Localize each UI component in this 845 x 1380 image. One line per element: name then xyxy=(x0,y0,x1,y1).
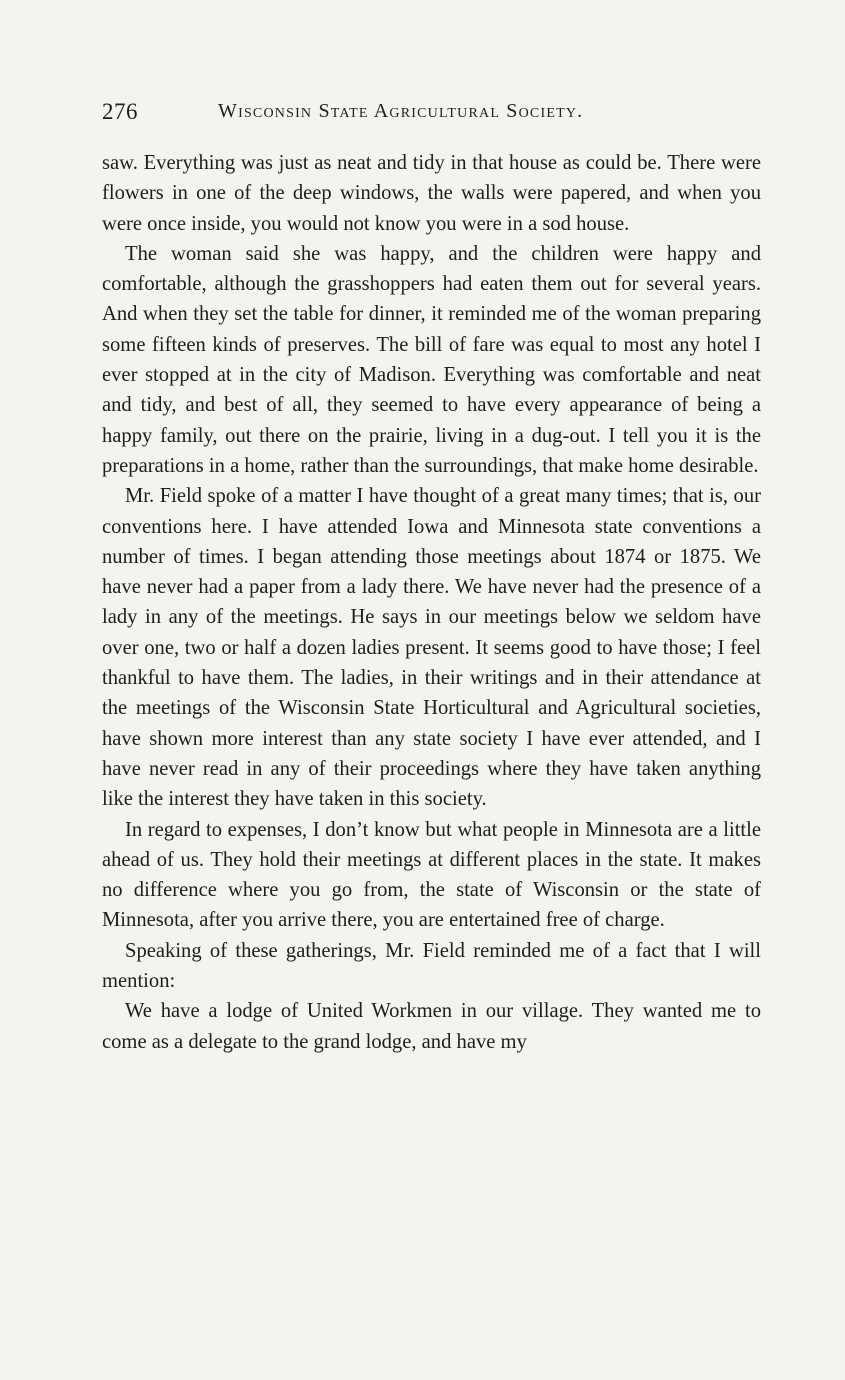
paragraph-lodge: We have a lodge of United Workmen in our village. They wanted me to come as a delegate to the grand lodge, and have my xyxy=(102,1000,761,1053)
page-header xyxy=(102,96,761,136)
page-number: 276 xyxy=(102,99,138,124)
body-text xyxy=(102,148,761,1057)
running-head: Wisconsin State Agricultural Society. xyxy=(218,100,584,122)
paragraph-continuation: saw. Everything was just as neat and tidy in that house as could be. There were flowers in one of the deep windows, the walls were papered, and when you were once inside, you would not know you were in a sod house. xyxy=(102,152,761,235)
paragraph-conventions: Mr. Field spoke of a matter I have thought of a great many times; that is, our conventions here. I have attended Iowa and Minnesota state conventions a number of times. I began attending those meetings about 1874 or 1875. We have never had a paper from a lady there. We have never had the presence of a lady in any of the meetings. He says in our meetings below we seldom have over one, two or half a dozen ladies present. It seems good to have those; I feel thankful to have them. The ladies, in their writings and in their attendance at the meetings of the Wisconsin State Horticultural and Agricultural societies, have shown more interest than any state society I have ever attended, and I have never read in any of their proceedings where they have taken anything like the interest they have taken in this society. xyxy=(102,485,761,811)
paragraph-sod-house: The woman said she was happy, and the children were happy and comfortable, although the grasshoppers had eaten them out for several years. And when they set the table for dinner, it reminded me of the woman preparing some fifteen kinds of preserves. The bill of fare was equal to most any hotel I ever stopped at in the city of Madison. Everything was comfortable and neat and tidy, and best of all, they seemed to have every appearance of being a happy family, out there on the prairie, living in a dug-out. I tell you it is the preparations in a home, rather than the surroundings, that make home desirable. xyxy=(102,242,761,477)
paragraph-gatherings: Speaking of these gatherings, Mr. Field reminded me of a fact that I will mention: xyxy=(102,939,761,993)
paragraph-expenses: In regard to expenses, I don’t know but what people in Minnesota are a little ahead of us. They hold their meetings at different places in the state. It makes no difference where you go from, the state of Wisconsin or the state of Minnesota, after you arrive there, you are entertained free of charge. xyxy=(102,818,761,932)
